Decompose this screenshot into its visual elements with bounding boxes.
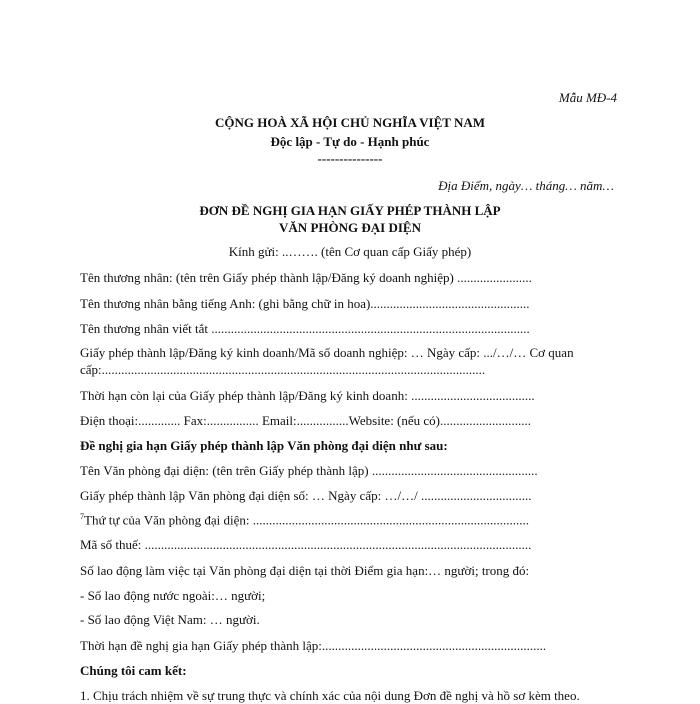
form-code: Mẫu MĐ-4 [558,90,617,105]
extension-term-field: Thời hạn đề nghị gia hạn Giấy phép thành lập:..................................................................... [80,638,547,653]
request-heading: Đề nghị gia hạn Giấy phép thành lập Văn phòng đại diện như sau: [80,438,448,453]
commit-item-1: 1. Chịu trách nhiệm về sự trung thực và chính xác của nội dung Đơn đề nghị và hồ sơ kèm theo. [80,688,580,703]
office-order-text: Thứ tự của Văn phòng đại diện: ..................................................................................... [84,512,529,528]
header-separator: --------------- [317,151,383,166]
license-field-line1: Giấy phép thành lập/Đăng ký kinh doanh/Mã số doanh nghiệp: … Ngày cấp: .../…/… Cơ quan [80,345,574,360]
merchant-name-en-field: Tên thương nhân bằng tiếng Anh: (ghi bằng chữ in hoa)................................................. [80,296,530,311]
recipient-line: Kính gửi: ..……. (tên Cơ quan cấp Giấy phép) [228,244,472,259]
remaining-term-field: Thời hạn còn lại của Giấy phép thành lập/Đăng ký kinh doanh: ...................................... [80,388,535,403]
contact-field: Điện thoại:............. Fax:................ Email:................Website: (nếu có)............................ [80,413,532,428]
document-title-line1: ĐƠN ĐỀ NGHỊ GIA HẠN GIẤY PHÉP THÀNH LẬP [199,203,501,218]
merchant-abbr-field: Tên thương nhân viết tắt .................................................................................................. [80,321,530,336]
vn-workers-field: - Số lao động Việt Nam: … người. [80,612,260,627]
place-date: Địa Điểm, ngày… tháng… năm… [438,178,614,193]
workers-field: Số lao động làm việc tại Văn phòng đại diện tại thời Điểm gia hạn:… người; trong đó: [80,563,530,578]
license-field-line2: cấp:...................................................................................................................... [80,362,486,377]
foreign-workers-field: - Số lao động nước ngoài:… người; [80,588,266,603]
office-license-field: Giấy phép thành lập Văn phòng đại diện số: … Ngày cấp: …/…/ .................................. [80,488,532,503]
document-title-line2: VĂN PHÒNG ĐẠI DIỆN [279,220,421,235]
tax-code-field: Mã số thuế: ....................................................................................................................... [80,537,532,552]
footnote-marker: 7 [80,512,84,521]
country-heading: CỘNG HOÀ XÃ HỘI CHỦ NGHĨA VIỆT NAM [214,115,486,130]
motto: Độc lập - Tự do - Hạnh phúc [270,134,430,149]
merchant-name-field: Tên thương nhân: (tên trên Giấy phép thành lập/Đăng ký doanh nghiệp) ....................... [80,270,532,285]
commit-heading: Chúng tôi cam kết: [80,663,187,678]
office-name-field: Tên Văn phòng đại diện: (tên trên Giấy phép thành lập) ................................................... [80,463,538,478]
office-order-field [80,512,529,528]
